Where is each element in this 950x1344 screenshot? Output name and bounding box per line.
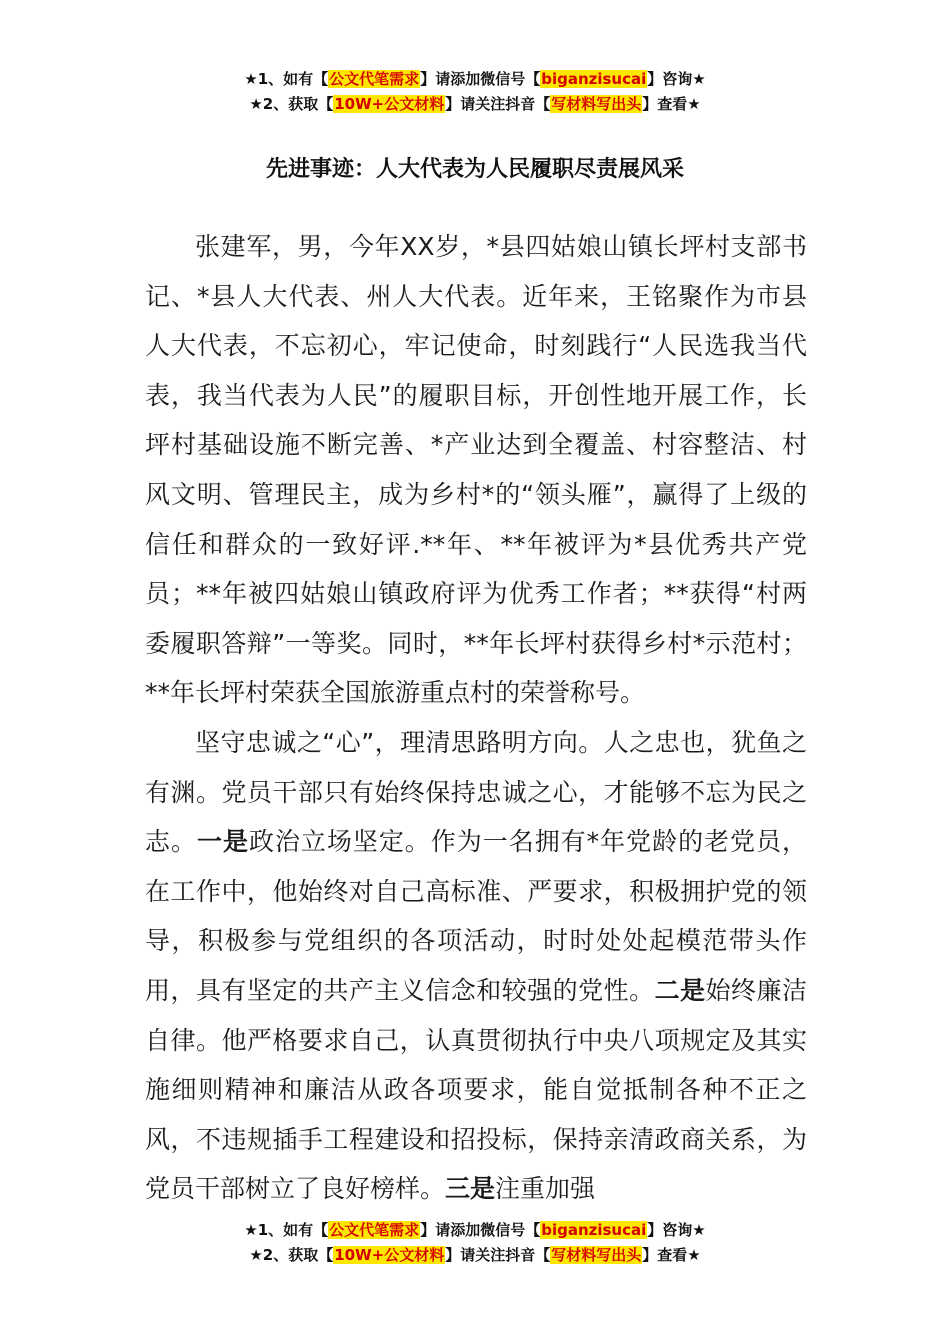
bold-point-two: 二是 <box>654 975 706 1005</box>
promo-line-1: ★1、如有【公文代笔需求】请添加微信号【biganzisucai】咨询★ <box>244 70 706 88</box>
paragraph-intro: 张建军，男，今年XX岁，*县四姑娘山镇长坪村支部书记、*县人大代表、州人大代表。近年来，王铭聚作为市县人大代表，不忘初心，牢记使命，时刻践行“人民选我当代表，我当代表为人民”的履职目标，开创性地开展工作，长坪村基础设施不断完善、*产业达到全覆盖、村容整洁、村风文明、管理民主，成为乡村*的“领头雁”，赢得了上级的信任和群众的一致好评.**年、**年被评为*县优秀共产党员；**年被四姑娘山镇政府评为优秀工作者；**获得“村两委履职答辩”一等奖。同时，**年长坪村获得乡村*示范村；**年长坪村荣获全国旅游重点村的荣誉称号。 <box>145 232 807 708</box>
promo-line-1: ★1、如有【公文代笔需求】请添加微信号【biganzisucai】咨询★ <box>244 1221 706 1239</box>
promo-highlight-materials: 10W+公文材料 <box>334 95 445 113</box>
promo-highlight-douyin-account: 写材料写出头 <box>551 95 642 113</box>
header-promo-banner <box>0 67 950 117</box>
promo-highlight-wechat-id: biganzisucai <box>541 70 647 88</box>
document-title: 先进事迹：人大代表为人民履职尽责展风采 <box>265 157 684 182</box>
paragraph-loyalty: 坚守忠诚之“心”，理清思路明方向。人之忠也，犹鱼之有渊。党员干部只有始终保持忠诚之心，才能够不忘为民之志。一是政治立场坚定。作为一名拥有*年党龄的老党员，在工作中，他始终对自己高标准、严要求，积极拥护党的领导，积极参与党组织的各项活动，时时处处起模范带头作用，具有坚定的共产主义信念和较强的党性。二是始终廉洁自律。他严格要求自己，认真贯彻执行中央八项规定及其实施细则精神和廉洁从政各项要求，能自觉抵制各种不正之风，不违规插手工程建设和招投标，保持亲清政商关系，为党员干部树立了良好榜样。三是注重加强 <box>145 727 807 1204</box>
promo-highlight-materials: 10W+公文材料 <box>334 1246 445 1264</box>
promo-line-2: ★2、获取【10W+公文材料】请关注抖音【写材料写出头】查看★ <box>249 1246 701 1264</box>
bold-point-one: 一是 <box>196 827 249 857</box>
footer-promo-banner <box>0 1218 950 1268</box>
promo-highlight-douyin-account: 写材料写出头 <box>551 1246 642 1264</box>
promo-highlight-service: 公文代笔需求 <box>329 1221 420 1239</box>
promo-highlight-service: 公文代笔需求 <box>329 70 420 88</box>
promo-highlight-wechat-id: biganzisucai <box>541 1221 647 1239</box>
bold-point-three: 三是 <box>445 1174 496 1204</box>
document-body <box>145 222 807 1214</box>
promo-line-2: ★2、获取【10W+公文材料】请关注抖音【写材料写出头】查看★ <box>249 95 701 113</box>
